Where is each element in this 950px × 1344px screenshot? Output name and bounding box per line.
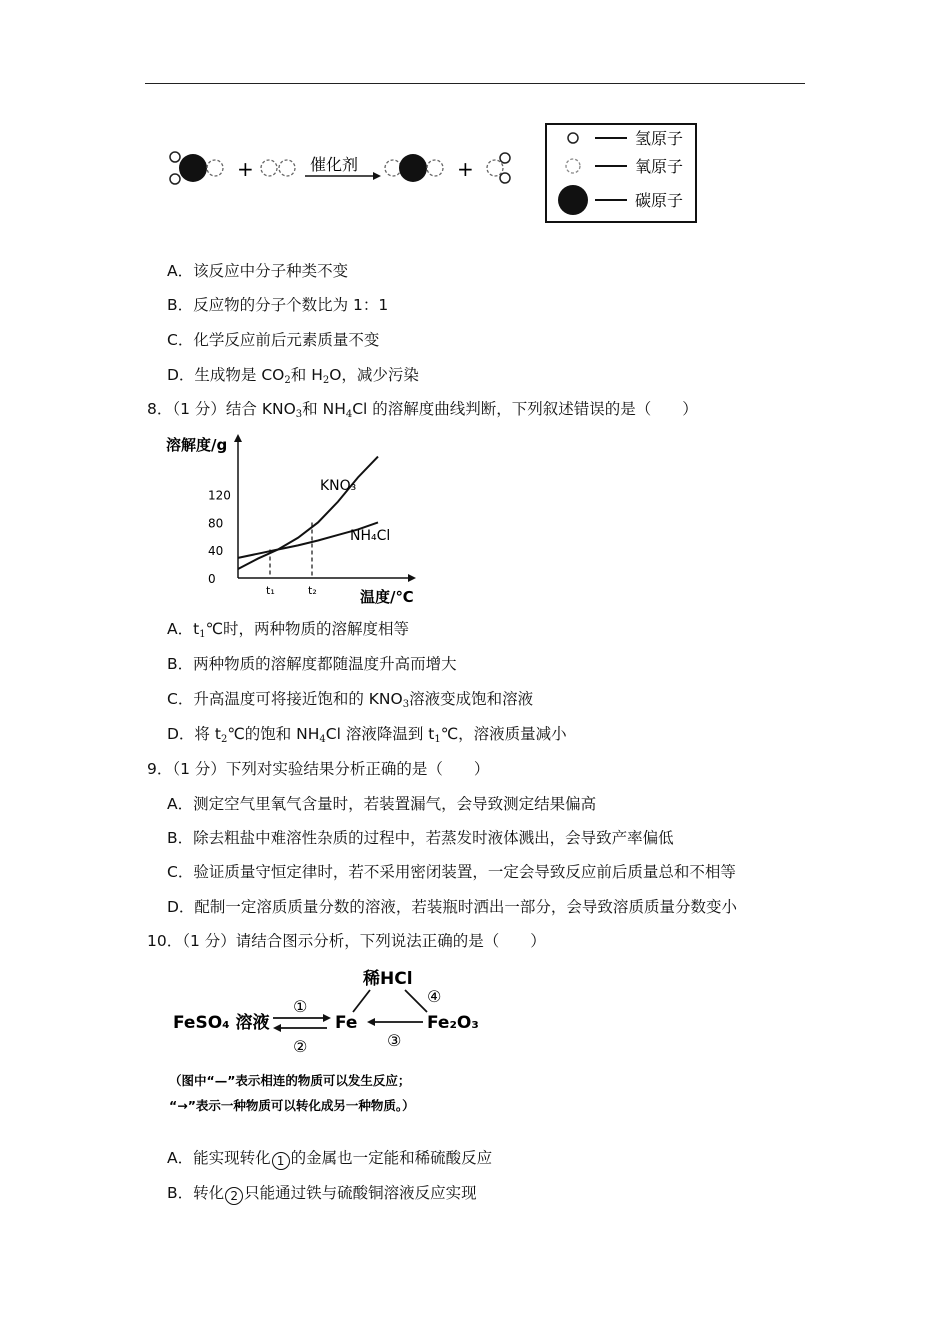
- q8-option-a: A．$t_1℃$时，两种物质的溶解度相等: [167, 620, 409, 640]
- legend-hydrogen: 氢原子: [635, 129, 684, 148]
- diagram-fe: Fe: [335, 1013, 358, 1033]
- iron-conversion-diagram: [165, 960, 485, 1120]
- q7-option-a: A．该反应中分子种类不变: [167, 262, 349, 280]
- q9-option-b: B．除去粗盐中难溶性杂质的过程中，若蒸发时液体溅出，会导致产率偏低: [167, 829, 674, 847]
- y-tick-label: 0: [208, 572, 216, 586]
- q7-option-d: D．生成物是 $CO_2$和 $H_2O$，减少污染: [167, 366, 419, 386]
- q10-option-a: A．能实现转化 1 的金属也一定能和稀硫酸反应: [167, 1149, 493, 1168]
- q8-stem: 8．（1 分）结合 $KNO_3$和 $NH_4Cl$ 的溶解度曲线判断，下列叙述错误的是（ ）: [147, 400, 698, 420]
- q10-stem: 10．（1 分）请结合图示分析，下列说法正确的是（ ）: [147, 932, 546, 950]
- legend-oxygen: 氧原子: [635, 157, 684, 176]
- svg-text:+: +: [457, 157, 474, 181]
- series-label: KNO₃: [320, 478, 357, 494]
- y-axis-label: 溶解度/g: [166, 436, 228, 454]
- q8-option-b: B．两种物质的溶解度都随温度升高而增大: [167, 655, 457, 673]
- solubility-chart: [160, 432, 420, 607]
- q7-option-c: C．化学反应前后元素质量不变: [167, 331, 380, 349]
- reaction-diagram: [165, 120, 705, 230]
- series-label: NH₄Cl: [350, 528, 391, 544]
- q9-option-a: A．测定空气里氧气含量时，若装置漏气，会导致测定结果偏高: [167, 795, 597, 813]
- q9-option-c: C．验证质量守恒定律时，若不采用密闭装置，一定会导致反应前后质量总和不相等: [167, 863, 736, 881]
- y-tick-label: 80: [208, 516, 224, 531]
- diagram-feso4: FeSO₄ 溶液: [173, 1013, 270, 1033]
- q7-option-b: B．反应物的分子个数比为 1：1: [167, 296, 389, 314]
- q9-option-d: D．配制一定溶质质量分数的溶液，若装瓶时洒出一部分，会导致溶质质量分数变小: [167, 898, 737, 916]
- x-axis-label: 温度/℃: [360, 588, 414, 606]
- label-1: ①: [293, 997, 308, 1016]
- diagram-top-hcl: 稀HCl: [363, 969, 413, 989]
- catalyst-label: 催化剂: [310, 155, 359, 174]
- diagram-note-1: （图中“—”表示相连的物质可以发生反应；: [169, 1073, 411, 1088]
- q8-option-d: D．将 $t_2℃$的饱和 $NH_4Cl$ 溶液降温到 $t_1℃$，溶液质量减小: [167, 725, 567, 745]
- label-4: ④: [427, 987, 442, 1006]
- y-tick-label: 120: [208, 488, 231, 503]
- diagram-fe2o3: Fe₂O₃: [427, 1013, 479, 1033]
- q10-option-b: B．转化 2 只能通过铁与硫酸铜溶液反应实现: [167, 1184, 477, 1203]
- svg-text:+: +: [237, 157, 254, 181]
- header-rule: [145, 83, 805, 84]
- label-3: ③: [387, 1031, 402, 1050]
- y-axis-arrow: [234, 434, 242, 442]
- x-tick-label: t₁: [266, 584, 275, 597]
- label-2: ②: [293, 1037, 308, 1056]
- q8-option-c: C．升高温度可将接近饱和的 $KNO_3$溶液变成饱和溶液: [167, 690, 534, 710]
- y-tick-label: 40: [208, 544, 224, 559]
- series-line: [238, 457, 378, 569]
- diagram-note-2: “→”表示一种物质可以转化成另一种物质。）: [169, 1098, 415, 1113]
- x-tick-label: t₂: [308, 584, 317, 597]
- q9-stem: 9．（1 分）下列对实验结果分析正确的是（ ）: [147, 760, 490, 778]
- x-axis-arrow: [408, 574, 416, 582]
- legend-carbon: 碳原子: [635, 191, 684, 210]
